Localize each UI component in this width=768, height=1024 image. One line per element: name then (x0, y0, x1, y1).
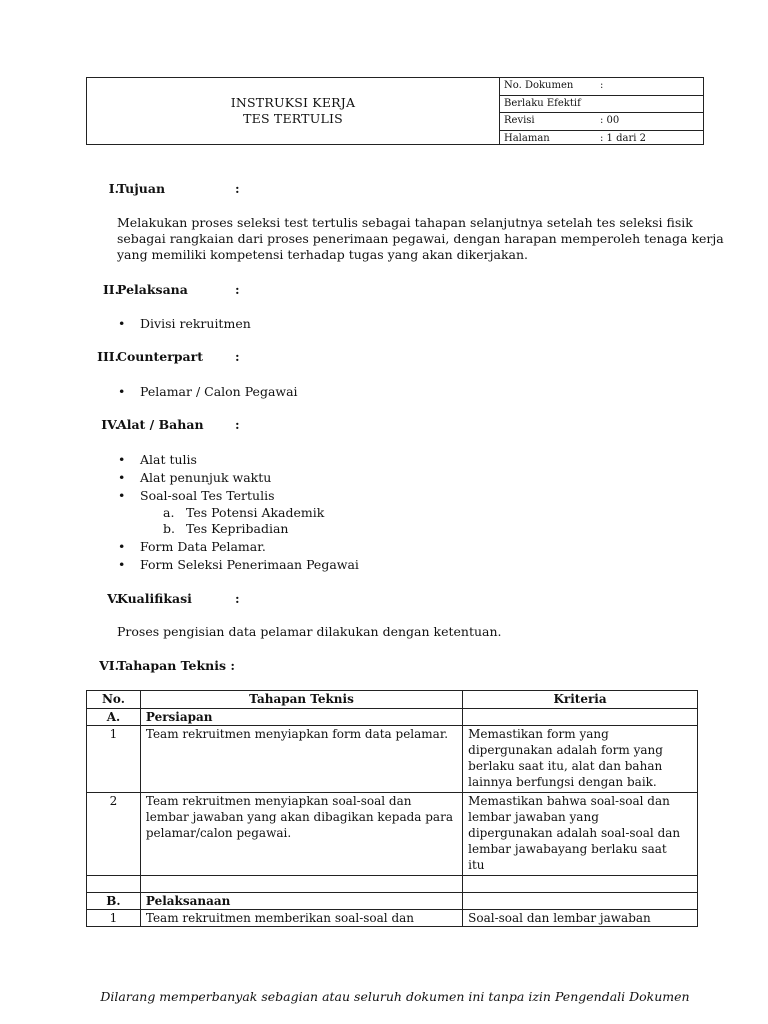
sub-list-item (163, 520, 289, 538)
cell-line: Team rekruitmen menyiapkan soal-soal dan (145, 794, 412, 808)
section-title: Tahapan Teknis : (117, 658, 235, 673)
list-item-text: Form Seleksi Penerimaan Pegawai (140, 557, 359, 572)
cell-line: Memastikan bahwa soal-soal dan (468, 794, 670, 808)
document-footer: Dilarang memperbanyak sebagian atau seluruh dokumen ini tanpa izin Pengendali Dokumen (100, 989, 690, 1004)
paragraph-line: sebagai rangkaian dari proses penerimaan pegawai, dengan harapan memperoleh tenaga kerja (117, 231, 724, 246)
table-header-row (87, 691, 698, 709)
list-item-text: Pelamar / Calon Pegawai (140, 384, 298, 399)
row-criteria (463, 793, 698, 876)
section-number: II. (102, 282, 119, 297)
meta-value: : 00 (600, 115, 620, 126)
section-number: V. (107, 591, 119, 606)
row-criteria: Soal-soal dan lembar jawaban (463, 910, 698, 927)
table-row (87, 726, 698, 793)
paragraph-line: Melakukan proses seleksi test tertulis sebagai tahapan selanjutnya setelah tes seleksi fisik (117, 215, 693, 230)
list-item-text: Soal-soal Tes Tertulis (140, 488, 275, 503)
section-heading-tujuan (108, 181, 240, 197)
list-item (118, 556, 359, 574)
title-line-2: TES TERTULIS (243, 111, 343, 126)
meta-key: Halaman (504, 132, 550, 144)
paragraph-line: yang memiliki kompetensi terhadap tugas yang akan dikerjakan. (117, 247, 529, 262)
table-group-row (87, 893, 698, 910)
section-title: Kualifikasi (117, 591, 192, 606)
section-heading-tahapan-teknis (99, 658, 235, 674)
list-item-text: Form Data Pelamar. (140, 539, 266, 554)
sub-list-text: Tes Potensi Akademik (186, 505, 325, 520)
section-colon: : (235, 349, 240, 364)
list-item (118, 451, 197, 469)
title-line-1: INSTRUKSI KERJA (230, 95, 356, 110)
meta-key: Berlaku Efektif (504, 97, 581, 109)
group-label: Pelaksanaan (140, 893, 462, 910)
bullet-icon: • (118, 488, 126, 503)
row-criteria (463, 726, 698, 793)
section-number: VI. (99, 658, 119, 673)
bullet-icon: • (118, 452, 126, 467)
empty-cell (463, 709, 698, 726)
list-item (118, 383, 298, 401)
row-step (140, 726, 462, 793)
bullet-icon: • (118, 316, 126, 331)
empty-cell (87, 876, 141, 893)
section-heading-counterpart (97, 349, 240, 365)
row-number: 1 (87, 910, 141, 927)
row-number: 1 (87, 726, 141, 793)
meta-key: Revisi (504, 115, 535, 126)
empty-cell (140, 876, 462, 893)
table-row (87, 793, 698, 876)
table-row (87, 910, 698, 927)
meta-row-no-dokumen (500, 78, 704, 96)
header-tahapan: Tahapan Teknis (140, 691, 462, 709)
table-spacer-row (87, 876, 698, 893)
cell-line: berlaku saat itu, alat dan bahan (468, 759, 663, 773)
sub-list-label: b. (163, 521, 175, 536)
table-group-row (87, 709, 698, 726)
cell-line: itu (468, 858, 485, 872)
empty-cell (463, 893, 698, 910)
section-colon: : (235, 282, 240, 297)
list-item (118, 315, 251, 333)
list-item-text: Alat penunjuk waktu (140, 470, 272, 485)
header-no: No. (87, 691, 141, 709)
section-title: Pelaksana (117, 282, 188, 297)
section-heading-kualifikasi (107, 591, 240, 607)
bullet-icon: • (118, 470, 126, 485)
document-header (86, 77, 704, 145)
cell-line: Team rekruitmen menyiapkan form data pelamar. (145, 727, 449, 741)
cell-line: dipergunakan adalah soal-soal dan (468, 826, 681, 840)
cell-line: pelamar/calon pegawai. (145, 826, 292, 840)
section-heading-pelaksana (102, 282, 240, 298)
row-step (140, 793, 462, 876)
tahapan-teknis-table (86, 690, 698, 927)
section-number: I. (108, 181, 119, 196)
section-colon: : (235, 417, 240, 432)
bullet-icon: • (118, 539, 126, 554)
cell-line: Memastikan form yang (468, 727, 609, 741)
bullet-icon: • (118, 557, 126, 572)
list-item-text: Divisi rekruitmen (140, 316, 251, 331)
cell-line: lainnya berfungsi dengan baik. (468, 775, 657, 789)
empty-cell (463, 876, 698, 893)
document-title (87, 78, 499, 144)
header-kriteria: Kriteria (463, 691, 698, 709)
group-number: B. (87, 893, 141, 910)
meta-row-halaman (500, 131, 704, 148)
row-step: Team rekruitmen memberikan soal-soal dan (140, 910, 462, 927)
meta-row-revisi (500, 113, 704, 131)
meta-value: : (600, 80, 604, 91)
row-number: 2 (87, 793, 141, 876)
list-item-text: Alat tulis (140, 452, 197, 467)
sub-list-label: a. (163, 505, 175, 520)
list-item (118, 469, 272, 487)
sub-list-text: Tes Kepribadian (186, 521, 289, 536)
meta-key: No. Dokumen (504, 80, 574, 91)
cell-line: lembar jawabayang berlaku saat (468, 842, 667, 856)
cell-line: lembar jawaban yang (468, 810, 599, 824)
group-number: A. (87, 709, 141, 726)
list-item (118, 538, 266, 556)
group-label: Persiapan (140, 709, 462, 726)
section-title: Counterpart (117, 349, 203, 364)
section-number: III. (97, 349, 119, 364)
cell-line: lembar jawaban yang akan dibagikan kepada para (145, 810, 453, 824)
meta-row-berlaku-efektif (500, 96, 704, 114)
section-colon: : (235, 181, 240, 196)
meta-value: : 1 dari 2 (600, 132, 646, 144)
list-item (118, 487, 275, 505)
section-heading-alat-bahan (101, 417, 240, 433)
section-colon: : (235, 591, 240, 606)
cell-line: dipergunakan adalah form yang (468, 743, 663, 757)
section-title: Tujuan (117, 181, 166, 196)
kualifikasi-paragraph: Proses pengisian data pelamar dilakukan dengan ketentuan. (117, 624, 502, 639)
document-meta-table (499, 78, 704, 144)
tujuan-paragraph (117, 215, 724, 263)
bullet-icon: • (118, 384, 126, 399)
section-number: IV. (101, 417, 119, 432)
section-title: Alat / Bahan (117, 417, 204, 432)
